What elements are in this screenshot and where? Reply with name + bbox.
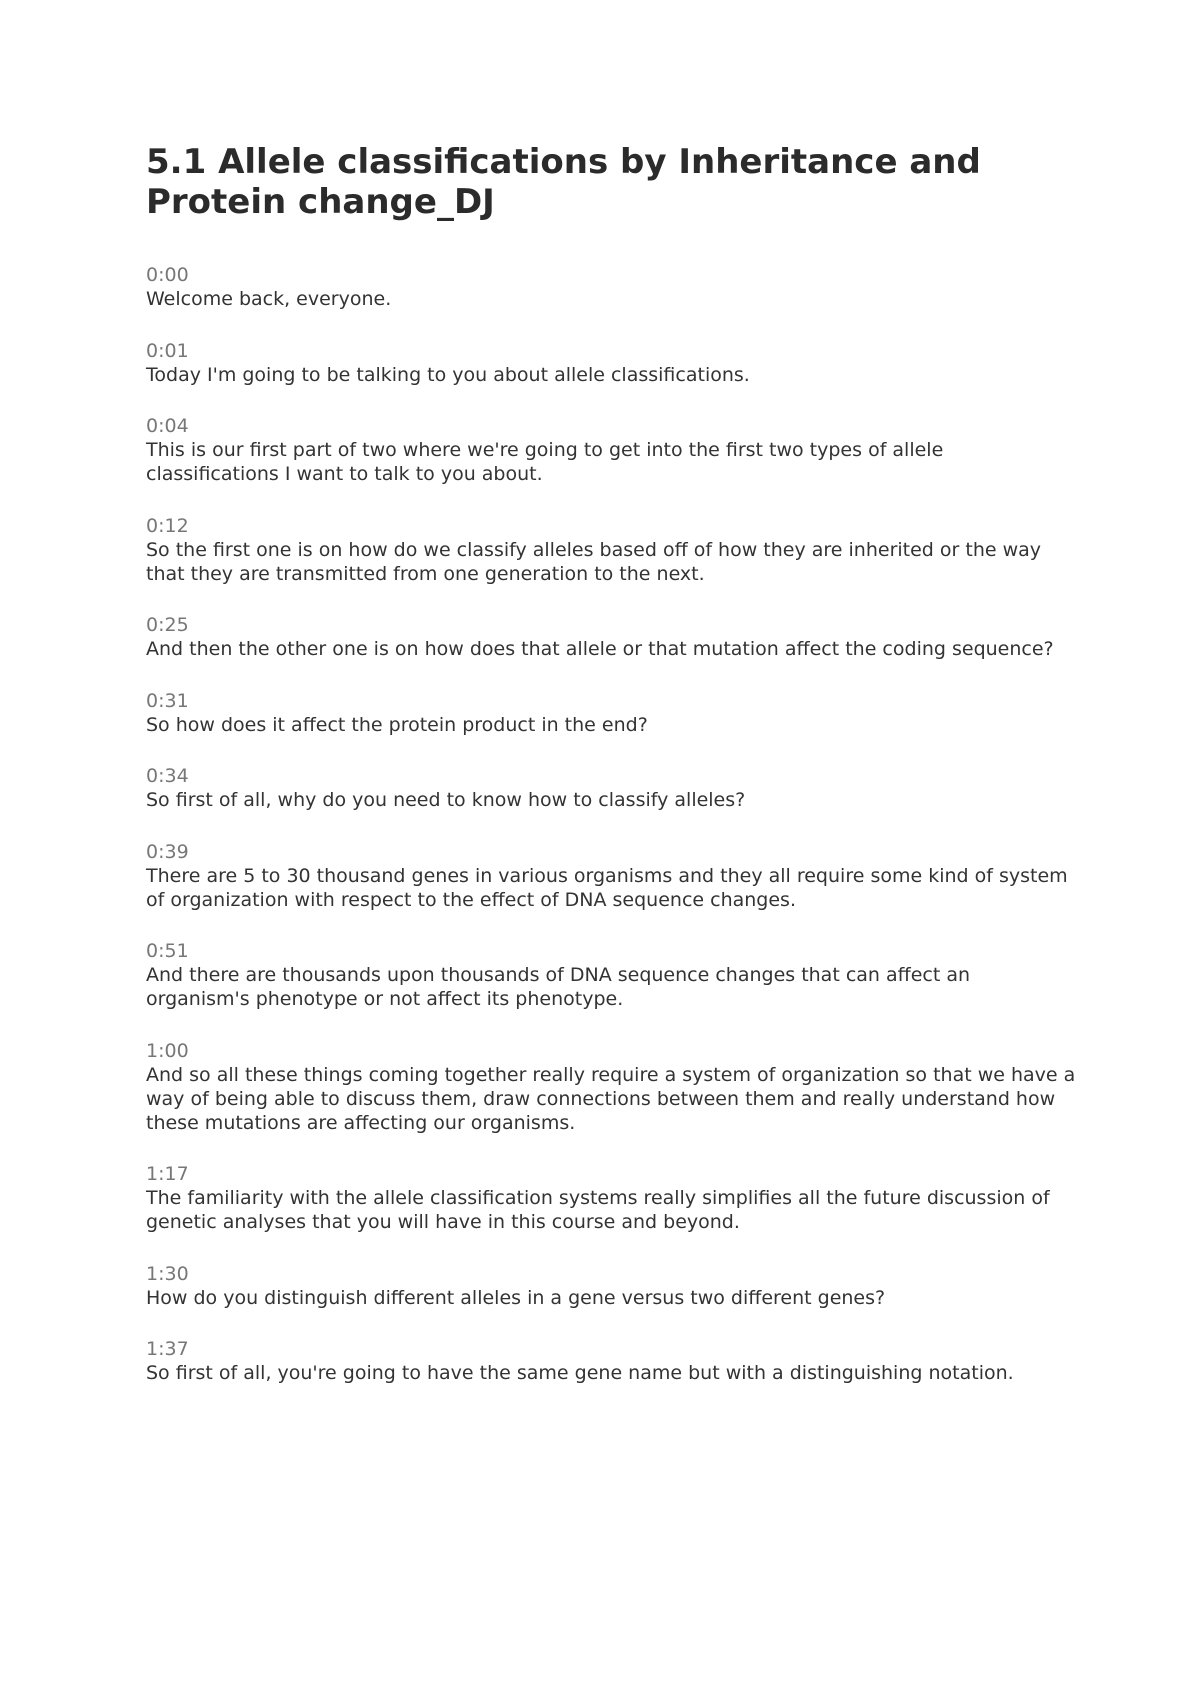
document-page <box>146 142 1076 1413</box>
transcript-entry <box>146 1262 1076 1310</box>
transcript-entry <box>146 764 1076 812</box>
timestamp: 0:01 <box>146 339 189 362</box>
transcript-entry <box>146 339 1076 387</box>
transcript-text: The familiarity with the allele classification systems really simplifies all the future discussion of genetic analyses that you will have in this course and beyond. <box>146 1187 1050 1233</box>
transcript-entry <box>146 689 1076 737</box>
transcript <box>146 263 1076 1385</box>
timestamp: 0:51 <box>146 940 189 962</box>
transcript-entry <box>146 1039 1076 1135</box>
transcript-entry <box>146 263 1076 311</box>
transcript-entry <box>146 514 1076 586</box>
timestamp: 0:04 <box>146 415 189 437</box>
transcript-text: And so all these things coming together really require a system of organization so that we have a way of being able to discuss them, draw connections between them and really understand how these mutations are affecting our organisms. <box>146 1063 1076 1134</box>
transcript-text: And there are thousands upon thousands of DNA sequence changes that can affect an organism's phenotype or not affect its phenotype. <box>146 964 971 1010</box>
transcript-text: This is our first part of two where we're going to get into the first two types of allele classifications I want to talk to you about. <box>146 439 944 485</box>
transcript-text: So first of all, you're going to have the same gene name but with a distinguishing notation. <box>146 1362 1014 1384</box>
transcript-entry <box>146 613 1076 661</box>
transcript-entry <box>146 1162 1076 1234</box>
transcript-text: Today I'm going to be talking to you about allele classifications. <box>146 363 750 386</box>
timestamp: 0:34 <box>146 765 189 787</box>
timestamp: 0:12 <box>146 514 189 537</box>
transcript-text: How do you distinguish different alleles in a gene versus two different genes? <box>146 1286 886 1309</box>
timestamp: 1:30 <box>146 1262 189 1285</box>
timestamp: 1:00 <box>146 1039 189 1062</box>
timestamp: 1:37 <box>146 1338 189 1360</box>
document-title: 5.1 Allele classifications by Inheritance and Protein change_DJ <box>146 142 981 222</box>
transcript-text: So first of all, why do you need to know how to classify alleles? <box>146 789 746 811</box>
timestamp: 0:25 <box>146 614 189 636</box>
transcript-text: And then the other one is on how does that allele or that mutation affect the coding sequence? <box>146 638 1054 660</box>
timestamp: 1:17 <box>146 1163 189 1185</box>
transcript-entry <box>146 939 1076 1011</box>
transcript-text: There are 5 to 30 thousand genes in various organisms and they all require some kind of system of organization with respect to the effect of DNA sequence changes. <box>146 864 1068 911</box>
transcript-text: So how does it affect the protein product in the end? <box>146 713 648 736</box>
transcript-entry <box>146 1337 1076 1385</box>
timestamp: 0:31 <box>146 689 189 712</box>
timestamp: 0:39 <box>146 840 189 863</box>
transcript-text: Welcome back, everyone. <box>146 288 392 310</box>
timestamp: 0:00 <box>146 264 189 286</box>
transcript-entry <box>146 840 1076 912</box>
transcript-text: So the first one is on how do we classify alleles based off of how they are inherited or the way that they are transmitted from one generation to the next. <box>146 538 1042 585</box>
transcript-entry <box>146 414 1076 486</box>
